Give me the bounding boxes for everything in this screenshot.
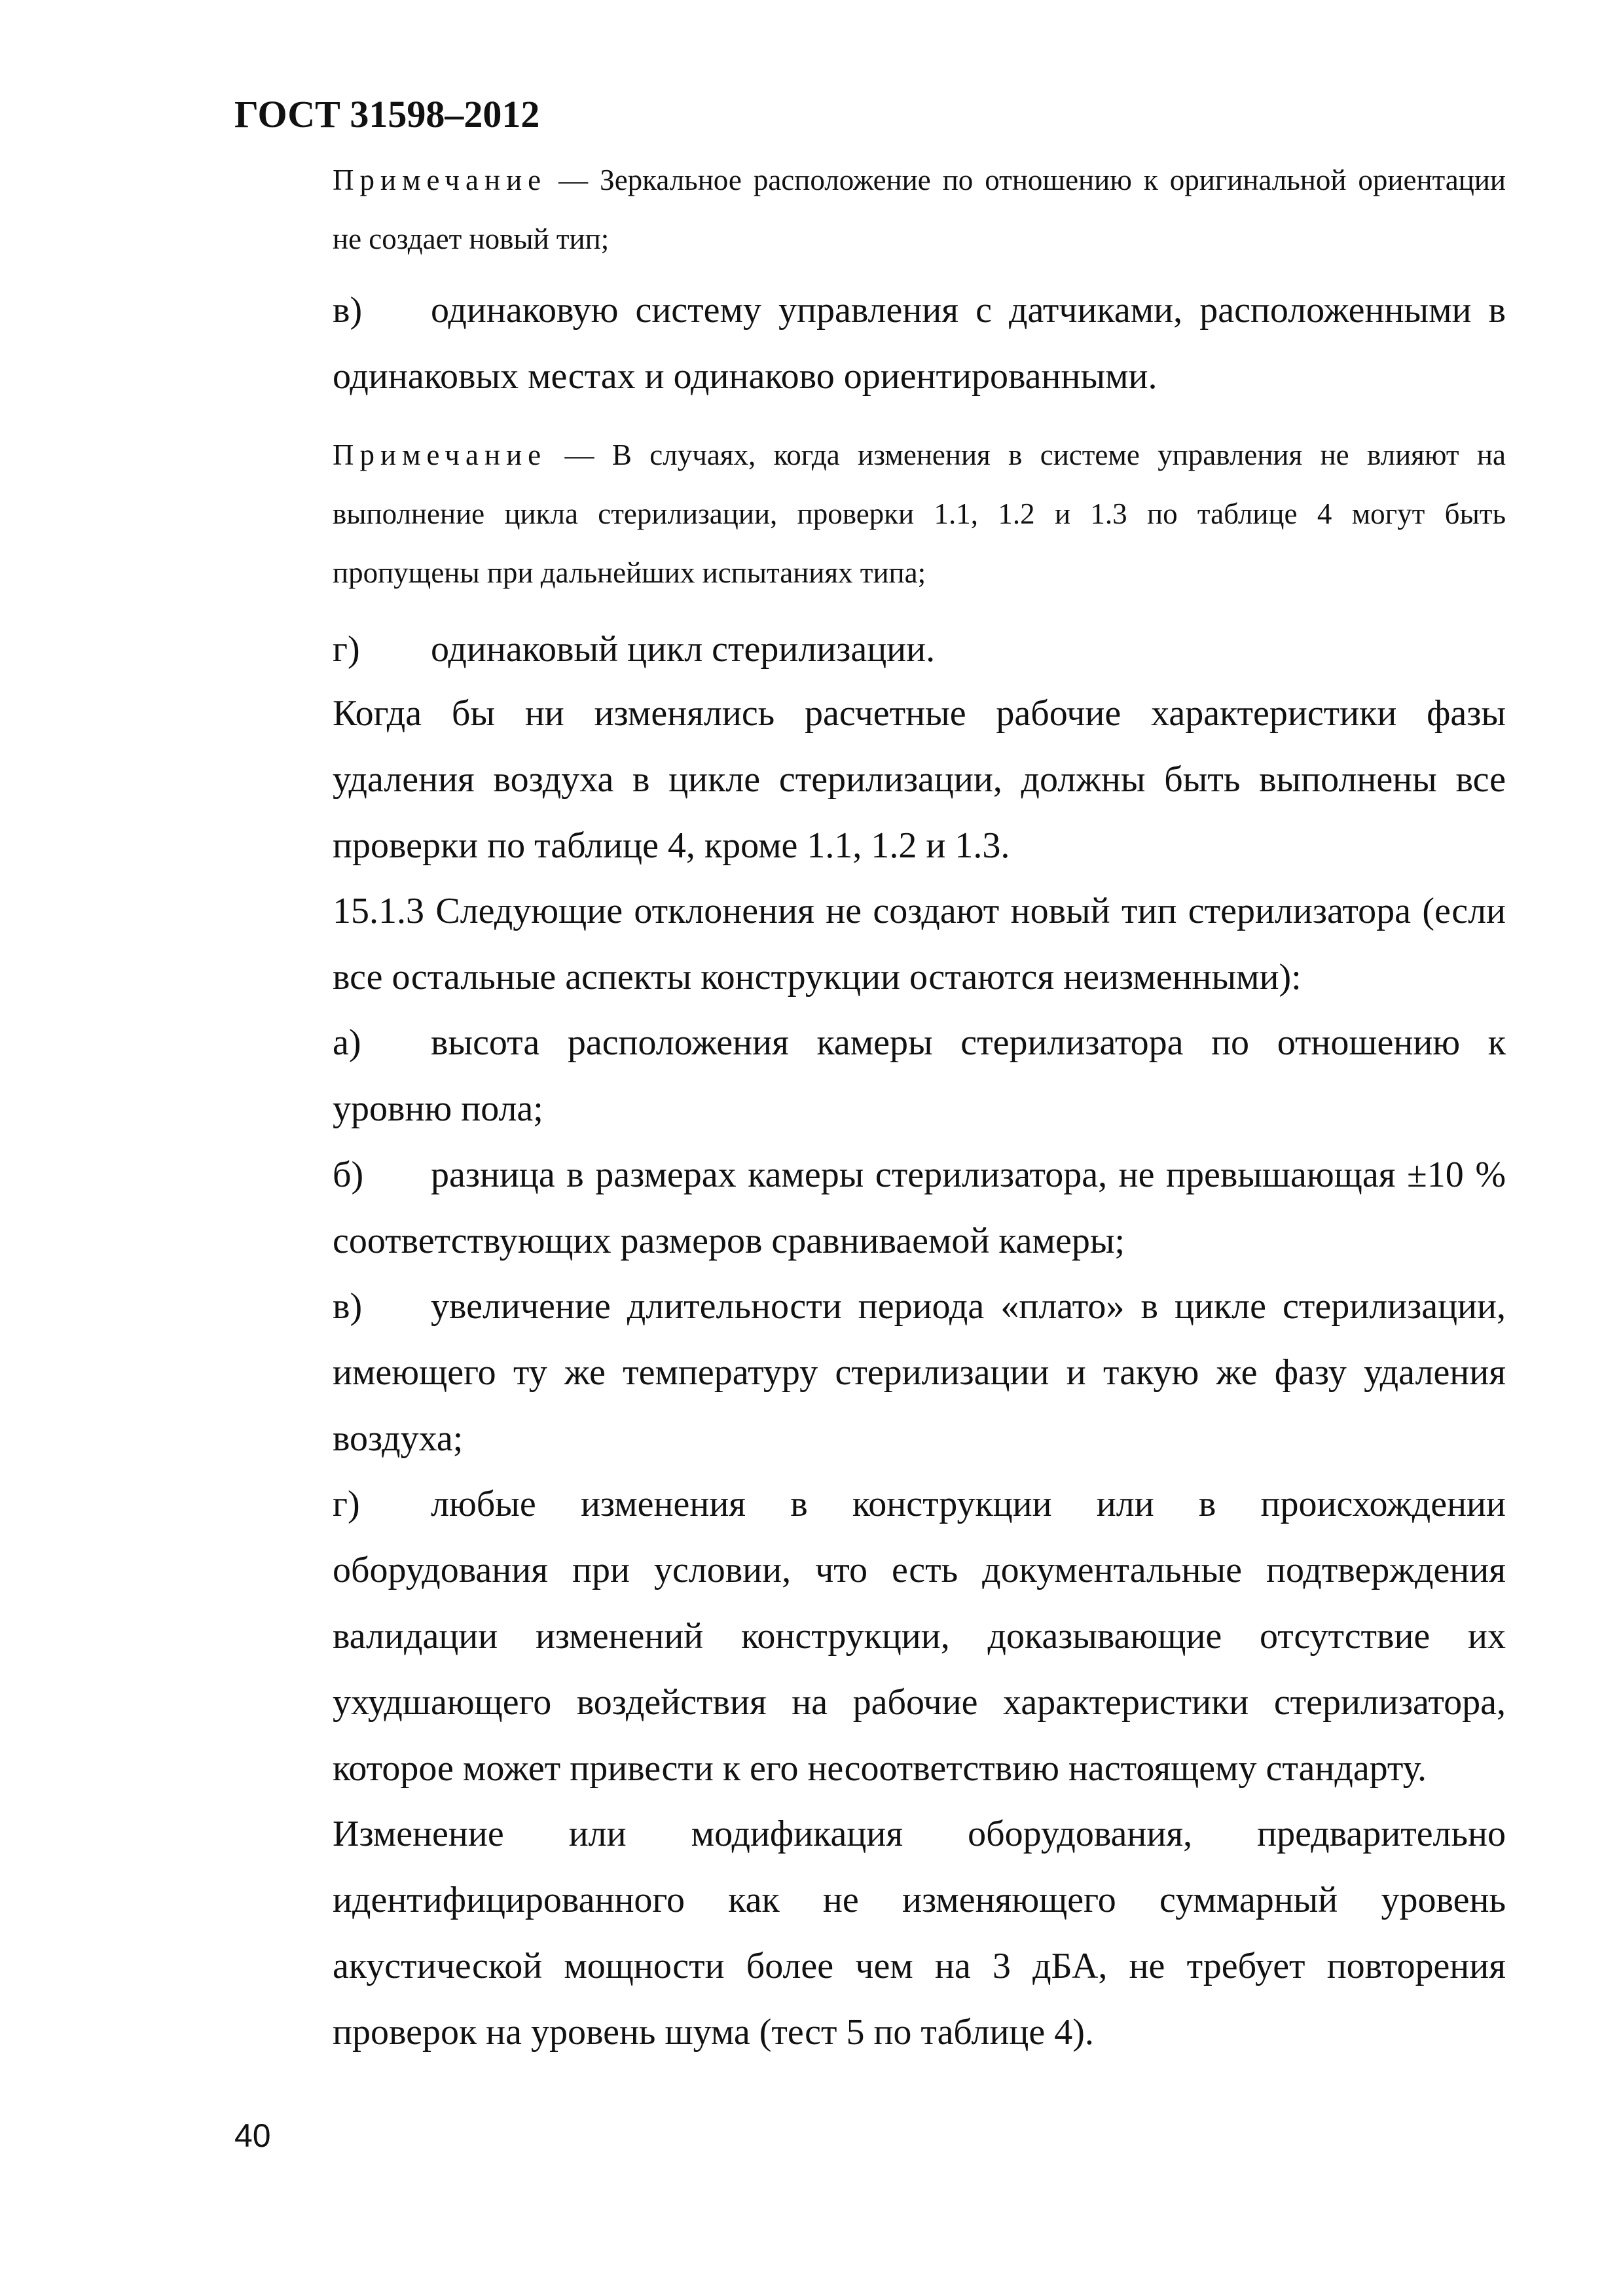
page-number: 40 bbox=[234, 2117, 271, 2154]
paragraph-air-removal bbox=[234, 681, 1506, 879]
list-item-g-cycle bbox=[234, 617, 1506, 683]
list-text: любые изменения в конструкции или в происхождении оборудования при условии, что есть документальные подтверждения валидации изменений конструкции, доказывающие отсутствие их ухудшающего воздействия на рабочие характеристики стерилизатора, которое может привести к его несоответствию настоящему стандарту. bbox=[333, 1484, 1506, 1789]
list-text: одинаковую систему управления с датчиками, расположенными в одинаковых местах и одинаково ориентированными. bbox=[333, 290, 1506, 397]
list-marker: в) bbox=[333, 1286, 363, 1327]
list-item-v-plateau bbox=[234, 1274, 1506, 1472]
list-item-b-size bbox=[234, 1142, 1506, 1274]
paragraph-noise bbox=[234, 1801, 1506, 2066]
list-item-v-control-system bbox=[234, 278, 1506, 410]
note-text: — В случаях, когда изменения в системе управления не влияют на выполнение цикла стерилизации, проверки 1.1, 1.2 и 1.3 по таблице 4 могут быть пропущены при дальнейших испытаниях типа; bbox=[333, 439, 1506, 589]
paragraph-text: Изменение или модификация оборудования, предварительно идентифицированного как не изменяющего суммарный уровень акустической мощности более чем на 3 дБА, не требует повторения проверок на уровень шума (тест 5 по таблице 4). bbox=[333, 1814, 1506, 2053]
list-text: одинаковый цикл стерилизации. bbox=[431, 629, 936, 670]
clause-15-1-3 bbox=[234, 878, 1506, 1011]
list-marker: г) bbox=[333, 629, 360, 670]
list-text: увеличение длительности периода «плато» в цикле стерилизации, имеющего ту же температуру стерилизации и такую же фазу удаления воздуха; bbox=[333, 1286, 1506, 1459]
paragraph-text: Когда бы ни изменялись расчетные рабочие характеристики фазы удаления воздуха в цикле стерилизации, должны быть выполнены все проверки по таблице 4, кроме 1.1, 1.2 и 1.3. bbox=[333, 693, 1506, 866]
list-item-g-design-changes bbox=[234, 1471, 1506, 1802]
note-mirror bbox=[234, 151, 1506, 268]
list-marker: г) bbox=[333, 1484, 360, 1524]
list-marker: а) bbox=[333, 1022, 361, 1063]
list-marker: в) bbox=[333, 290, 363, 331]
paragraph-text: 15.1.3 Следующие отклонения не создают новый тип стерилизатора (если все остальные аспекты конструкции остаются неизменными): bbox=[333, 891, 1506, 997]
note-label: Примечание bbox=[333, 439, 547, 471]
list-text: высота расположения камеры стерилизатора по отношению к уровню пола; bbox=[333, 1022, 1506, 1129]
standard-header: ГОСТ 31598–2012 bbox=[234, 93, 540, 135]
list-text: разница в размерах камеры стерилизатора, не превышающая ±10 % соответствующих размеров сравниваемой камеры; bbox=[333, 1155, 1506, 1261]
list-item-a-height bbox=[234, 1010, 1506, 1142]
note-label: Примечание bbox=[333, 164, 547, 196]
list-marker: б) bbox=[333, 1155, 364, 1195]
note-control-changes bbox=[234, 425, 1506, 602]
note-text: — Зеркальное расположение по отношению к оригинальной ориентации не создает новый тип; bbox=[333, 164, 1506, 255]
